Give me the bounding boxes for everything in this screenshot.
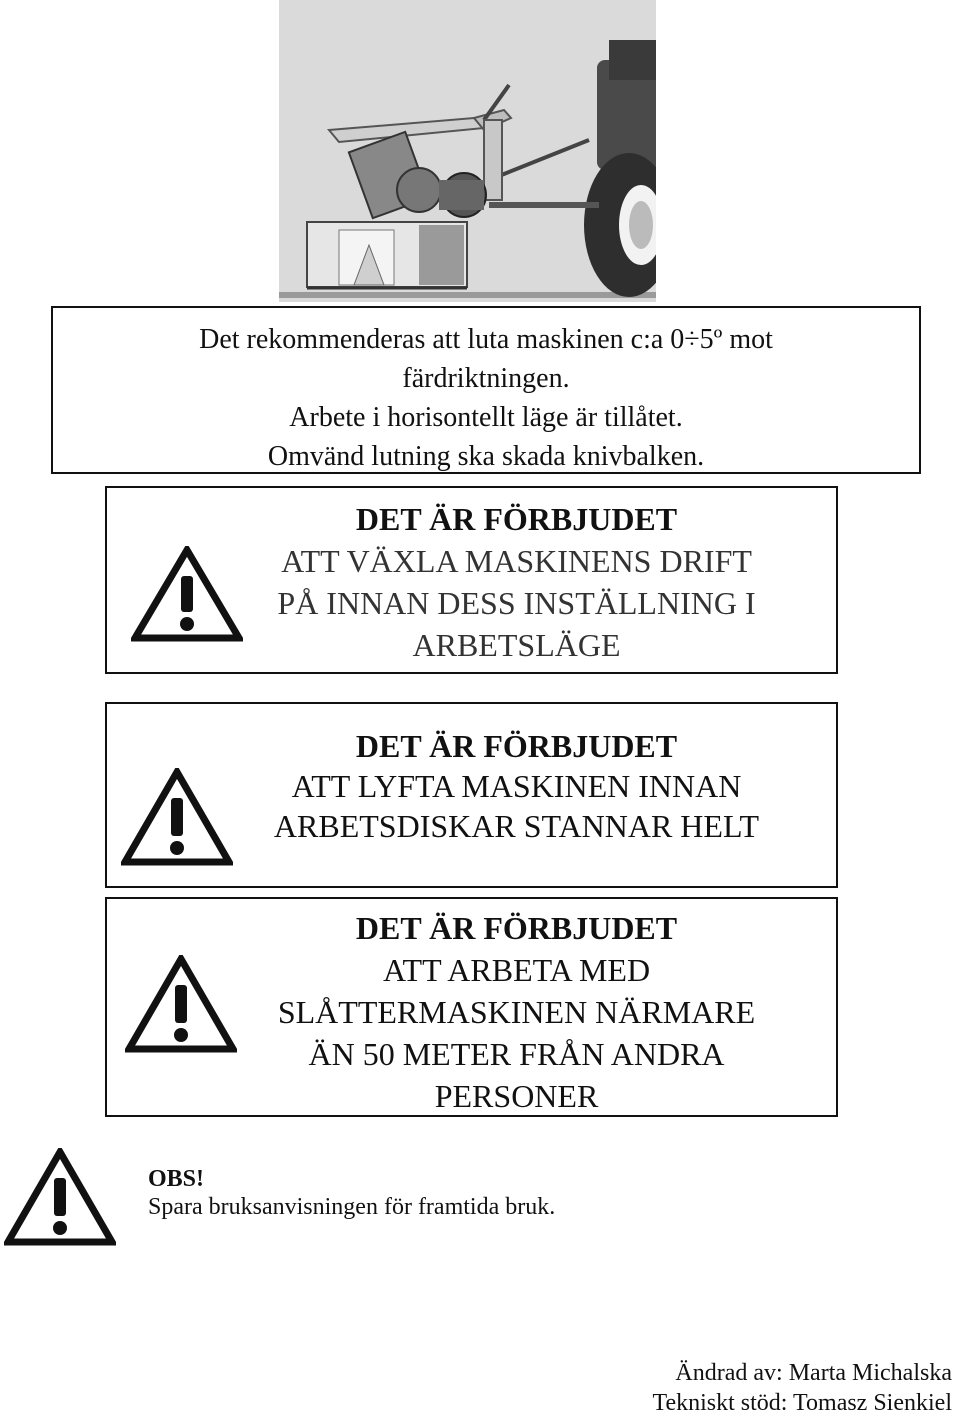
warning-box-distance: [105, 897, 838, 1117]
obs-note: [148, 1165, 555, 1221]
warning-text: [197, 907, 836, 1117]
obs-text: Spara bruksanvisningen för framtida bruk.: [148, 1194, 556, 1220]
warning-box-drive: [105, 486, 838, 674]
warning-line: ATT VÄXLA MASKINENS DRIFT: [281, 543, 752, 579]
changed-by: Ändrad av: Marta Michalska: [675, 1360, 952, 1386]
warning-line: ATT ARBETA MED: [382, 952, 651, 988]
mower-illustration: [279, 0, 656, 302]
warning-text: [197, 726, 836, 846]
warning-box-lift: [105, 702, 838, 888]
warning-line: ARBETSDISKAR STANNAR HELT: [273, 808, 760, 844]
warning-triangle-icon: [4, 1148, 116, 1248]
obs-heading: OBS!: [148, 1166, 205, 1192]
warning-heading: DET ÄR FÖRBJUDET: [355, 501, 678, 537]
warning-line: SLÅTTERMASKINEN NÄRMARE: [277, 994, 756, 1030]
note-line: Det rekommenderas att luta maskinen c:a 0÷5º mot: [199, 324, 773, 355]
warning-heading: DET ÄR FÖRBJUDET: [355, 728, 678, 764]
warning-line: ARBETSLÄGE: [412, 627, 621, 663]
tilt-recommendation-box: [51, 306, 921, 474]
warning-line: ATT LYFTA MASKINEN INNAN: [291, 768, 742, 804]
warning-line: PERSONER: [434, 1078, 599, 1114]
warning-line: PÅ INNAN DESS INSTÄLLNING I: [277, 585, 756, 621]
note-line: färdriktningen.: [402, 363, 570, 394]
warning-text: [197, 498, 836, 666]
note-line: Omvänd lutning ska skada knivbalken.: [267, 441, 705, 472]
mower-drawing: [279, 0, 656, 302]
warning-heading: DET ÄR FÖRBJUDET: [355, 910, 678, 946]
warning-line: ÄN 50 METER FRÅN ANDRA: [308, 1036, 725, 1072]
note-line: Arbete i horisontellt läge är tillåtet.: [289, 402, 683, 433]
tech-support: Tekniskt stöd: Tomasz Sienkiel: [652, 1390, 952, 1416]
footer-credits: [652, 1358, 952, 1418]
tilt-recommendation-text: [53, 320, 919, 476]
